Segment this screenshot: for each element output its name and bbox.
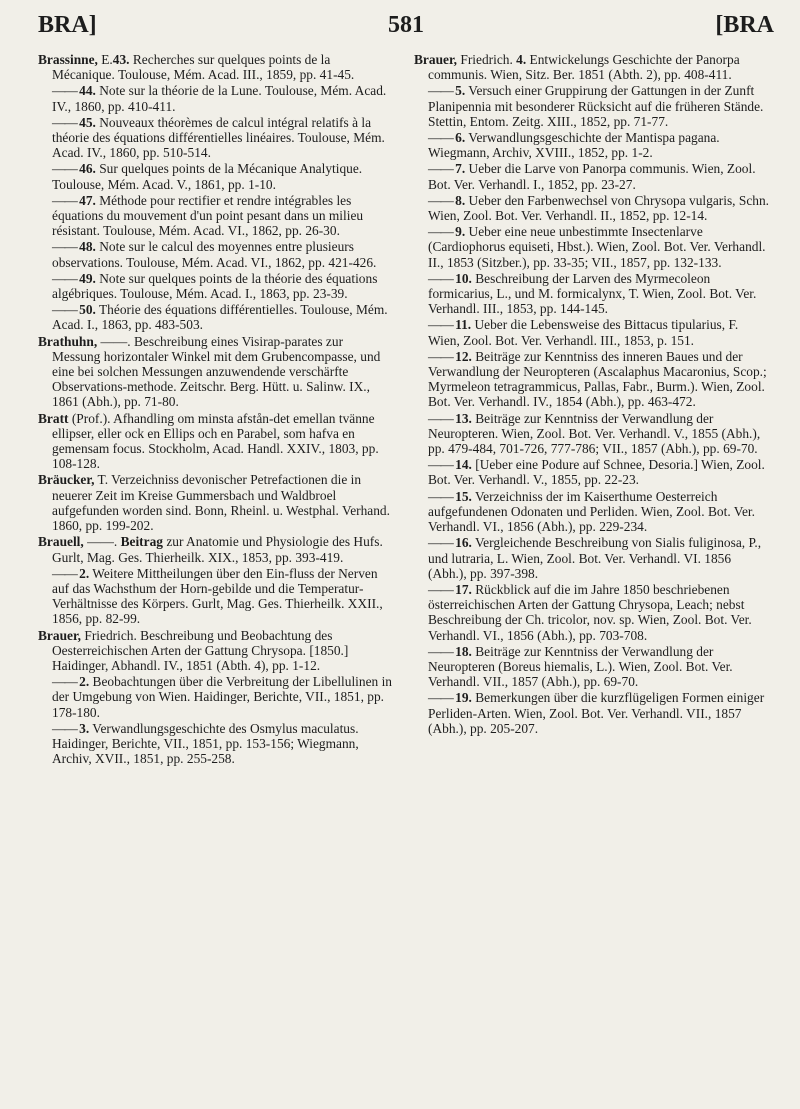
- bibliography-subentry: [38, 115, 393, 161]
- entry-number: 2.: [79, 674, 90, 690]
- ditto-dash: ——: [52, 83, 80, 99]
- entry-number: Beitrag: [117, 534, 163, 550]
- page-number: 581: [388, 12, 424, 38]
- entry-text: Verwandlungsgeschichte des Osmylus maculatus. Haidinger, Berichte, VII., 1851, pp. 153-156; Wiegmann, Archiv, XVII., 1851, pp. 255-258.: [52, 720, 359, 767]
- entry-number: 4.: [512, 52, 527, 67]
- entry-text: Entwickelungs Geschichte der Panorpa communis. Wien, Sitz. Ber. 1851 (Abth. 2), pp. 408-411.: [428, 52, 740, 83]
- right-column: [414, 52, 769, 737]
- entry-number: 17.: [455, 581, 472, 597]
- entry-number: 10.: [455, 270, 472, 286]
- entry-number: 43.: [112, 52, 130, 67]
- entry-number: 6.: [455, 130, 466, 146]
- entry-author: Brauer,: [38, 627, 82, 643]
- entry-text: Note sur quelques points de la théorie des équations algébriques. Toulouse, Mém. Acad. I., 1863, pp. 23-39.: [52, 270, 378, 302]
- entry-author-rest: ——. Beschreibung eines Visirap-parates zur Messung horizontaler Winkel mit dem Grubencompasse, und eine bei solchen Messungen anzuwendende verschärfte Observations-methode. Zeitschr. Berg. Hütt. u. Salinw. IX., 1861 (Abh.), pp. 71-80.: [52, 333, 381, 410]
- bibliography-subentry: [38, 239, 393, 269]
- bibliography-subentry: [38, 83, 393, 113]
- entry-number: 44.: [79, 83, 96, 99]
- entry-number: 18.: [455, 643, 472, 659]
- ditto-dash: ——: [52, 720, 80, 736]
- entry-text: Bemerkungen über die kurzflügeligen Formen einiger Perliden-Arten. Wien, Zool. Bot. Ver. Verhandl. VII., 1857 (Abh.), pp. 205-207.: [428, 690, 765, 736]
- bibliography-subentry: [38, 674, 393, 720]
- ditto-dash: ——: [52, 114, 80, 130]
- entry-text: Beiträge zur Kenntniss der Verwandlung der Neuropteren. Wien, Zool. Bot. Ver. Verhandl. V., 1855 (Abh.), pp. 479-484, 701-726, 777-786; VII., 1857 (Abh.), pp. 69-70.: [428, 410, 761, 457]
- bibliography-subentry: [414, 411, 769, 457]
- entry-text: Verzeichniss der im Kaiserthume Oesterreich aufgefundenen Odonaten und Perliden. Wien, Zool. Bot. Ver. Verhandl. VI., 1856 (Abh.), pp. 229-234.: [428, 488, 755, 535]
- entry-number: 48.: [79, 239, 96, 255]
- entry-number: 15.: [455, 488, 472, 504]
- entry-text: Note sur la théorie de la Lune. Toulouse, Mém. Acad. IV., 1860, pp. 410-411.: [52, 83, 387, 114]
- entry-text: Note sur le calcul des moyennes entre plusieurs observations. Toulouse, Mém. Acad. VI., 1862, pp. 421-426.: [52, 239, 377, 270]
- entry-author-rest: T. Verzeichniss devonischer Petrefactionen die in neuerer Zeit im Kreise Gummersbach und Waldbroel aufgefunden worden sind. Bonn, Rheinl. u. Westphal. Verhand. 1860, pp. 199-202.: [52, 472, 390, 534]
- ditto-dash: ——: [428, 317, 456, 333]
- ditto-dash: ——: [428, 130, 456, 146]
- entry-author-rest: E.: [97, 52, 113, 67]
- bibliography-entry: [38, 52, 393, 82]
- bibliography-entry: [38, 628, 393, 674]
- bibliography-subentry: [414, 271, 769, 317]
- entry-text: Ueber den Farbenwechsel von Chrysopa vulgaris, Schn. Wien, Zool. Bot. Ver. Verhandl. II., 1852, pp. 12-14.: [428, 192, 770, 224]
- entry-author: Brauer,: [414, 52, 458, 67]
- entry-author-rest: ——.: [83, 534, 118, 550]
- entry-text: Nouveaux théorèmes de calcul intégral relatifs à la théorie des équations différentielles linéaires. Toulouse, Mém. Acad. IV., 1860, pp. 510-514.: [52, 114, 385, 161]
- ditto-dash: ——: [52, 674, 80, 690]
- bibliography-subentry: [414, 535, 769, 581]
- entry-text: Rückblick auf die im Jahre 1850 beschriebenen österreichischen Arten der Gattung Chrysopa, Leach; nebst Beschreibung der Ch. tricolor, nov. sp. Wien, Zool. Bot. Ver. Verhandl. VI., 1856 (Abh.), pp. 703-708.: [428, 581, 752, 643]
- ditto-dash: ——: [428, 410, 456, 426]
- bibliography-subentry: [414, 130, 769, 160]
- ditto-dash: ——: [52, 239, 80, 255]
- ditto-dash: ——: [428, 457, 456, 473]
- entry-author: Bratt: [38, 410, 69, 426]
- left-column: [38, 52, 393, 767]
- ditto-dash: ——: [428, 690, 456, 706]
- ditto-dash: ——: [52, 302, 80, 318]
- bibliography-entry: [38, 534, 393, 564]
- bibliography-subentry: [414, 690, 769, 736]
- entry-number: 11.: [455, 317, 472, 333]
- entry-number: 46.: [79, 161, 96, 177]
- entry-text: Recherches sur quelques points de la Mécanique. Toulouse, Mém. Acad. III., 1859, pp. 41-45.: [52, 52, 355, 83]
- entry-number: 8.: [455, 192, 466, 208]
- bibliography-subentry: [414, 193, 769, 223]
- entry-number: 47.: [79, 192, 96, 208]
- header-left: BRA]: [38, 12, 97, 38]
- bibliography-entry: [38, 334, 393, 410]
- entry-number: 50.: [79, 302, 96, 318]
- bibliography-subentry: [38, 566, 393, 627]
- entry-number: 49.: [79, 270, 96, 286]
- entry-number: 14.: [455, 457, 472, 473]
- bibliography-subentry: [414, 83, 769, 129]
- bibliography-subentry: [38, 193, 393, 239]
- entry-number: 13.: [455, 410, 472, 426]
- bibliography-subentry: [414, 582, 769, 643]
- ditto-dash: ——: [52, 565, 80, 581]
- bibliography-subentry: [38, 302, 393, 332]
- ditto-dash: ——: [428, 488, 456, 504]
- ditto-dash: ——: [428, 348, 456, 364]
- bibliography-subentry: [414, 349, 769, 410]
- bibliography-subentry: [414, 161, 769, 191]
- entry-text: Verwandlungsgeschichte der Mantispa pagana. Wiegmann, Archiv, XVIII., 1852, pp. 1-2.: [428, 130, 720, 161]
- entry-author-rest: (Prof.). Afhandling om minsta afstån-det emellan tvänne ellipser, eller ock en Ellips och en Parabel, som hafva en gemensam focus. Stockholm, Acad. Handl. XXIV., 1803, pp. 108-128.: [52, 410, 379, 472]
- ditto-dash: ——: [428, 83, 456, 99]
- ditto-dash: ——: [428, 643, 456, 659]
- bibliography-subentry: [414, 644, 769, 690]
- entry-author: Brauell,: [38, 534, 84, 550]
- entry-author: Brassinne,: [38, 52, 98, 67]
- ditto-dash: ——: [428, 270, 456, 286]
- entry-text: [Ueber eine Podure auf Schnee, Desoria.] Wien, Zool. Bot. Ver. Verhandl. V., 1855, pp. 22-23.: [428, 457, 765, 488]
- ditto-dash: ——: [428, 161, 456, 177]
- entry-text: zur Anatomie und Physiologie des Hufs. Gurlt, Mag. Ges. Thierheilk. XIX., 1853, pp. 393-419.: [52, 534, 383, 565]
- entry-number: 3.: [79, 720, 90, 736]
- entry-number: 9.: [455, 224, 466, 240]
- entry-number: 45.: [79, 114, 96, 130]
- entry-text: Beiträge zur Kenntniss der Verwandlung der Neuropteren (Boreus hiemalis, L.). Wien, Zool. Bot. Ver. Verhandl. VII., 1857 (Abh.), pp. 69-70.: [428, 643, 733, 690]
- entry-author-rest: Friedrich. Beschreibung und Beobachtung des Oesterreichischen Arten der Gattung Chrysopa. [1850.] Haidinger, Abhandl. IV., 1851 (Abth. 4), pp. 1-12.: [52, 627, 349, 673]
- ditto-dash: ——: [52, 192, 80, 208]
- entry-text: Ueber die Larve von Panorpa communis. Wien, Zool. Bot. Ver. Verhandl. I., 1852, pp. 23-27.: [428, 161, 756, 192]
- bibliography-subentry: [414, 489, 769, 535]
- entry-text: Beiträge zur Kenntniss des inneren Baues und der Verwandlung der Neuropteren (Ascalaphus Macaronius, Scop.; Myrmeleon tetragrammicus, Pallas, Fabr., Burm.). Wien, Zool. Bot. Ver. Verhandl. IV., 1854 (Abh.), pp. 463-472.: [428, 348, 767, 410]
- ditto-dash: ——: [428, 224, 456, 240]
- bibliography-subentry: [414, 317, 769, 347]
- ditto-dash: ——: [428, 581, 456, 597]
- entry-number: 12.: [455, 348, 472, 364]
- header-right: [BRA: [715, 12, 774, 38]
- entry-text: Ueber die Lebensweise des Bittacus tipularius, F. Wien, Zool. Bot. Ver. Verhandl. III., 1853, p. 151.: [428, 317, 739, 348]
- bibliography-subentry: [38, 721, 393, 767]
- entry-text: Méthode pour rectifier et rendre intégrables les équations du mouvement d'un point pesant dans un milieu résistant. Toulouse, Mém. Acad. VI., 1862, pp. 26-30.: [52, 192, 364, 239]
- bibliography-entry: [38, 411, 393, 472]
- entry-number: 19.: [455, 690, 472, 706]
- entry-text: Ueber eine neue unbestimmte Insectenlarve (Cardiophorus equiseti, Hbst.). Wien, Zool. Bot. Ver. Verhandl. II., 1853 (Sitzber.), pp. 33-35; VII., 1857, pp. 132-133.: [428, 224, 766, 270]
- entry-author: Brathuhn,: [38, 333, 98, 349]
- entry-author: Bräucker,: [38, 472, 95, 488]
- entry-number: 16.: [455, 535, 472, 551]
- bibliography-entry: [414, 52, 769, 82]
- bibliography-subentry: [414, 457, 769, 487]
- entry-text: Sur quelques points de la Mécanique Analytique. Toulouse, Mém. Acad. V., 1861, pp. 1-10.: [52, 161, 363, 192]
- bibliography-entry: [38, 472, 393, 533]
- entry-text: Beschreibung der Larven des Myrmecoleon formicarius, L., und M. formicalynx, T. Wien, Zool. Bot. Ver. Verhandl. III., 1853, pp. 144-145.: [428, 270, 757, 317]
- entry-text: Beobachtungen über die Verbreitung der Libellulinen in der Umgebung von Wien. Haidinger, Berichte, VII., 1851, pp. 178-180.: [52, 674, 392, 720]
- entry-number: 7.: [455, 161, 466, 177]
- ditto-dash: ——: [428, 192, 456, 208]
- ditto-dash: ——: [428, 535, 456, 551]
- entry-text: Versuch einer Gruppirung der Gattungen in der Zunft Planipennia mit besonderer Rücksicht auf die früheren Stände. Stettin, Entom. Zeitg. XIII., 1852, pp. 71-77.: [428, 83, 764, 129]
- ditto-dash: ——: [52, 161, 80, 177]
- bibliography-subentry: [38, 161, 393, 191]
- entry-text: Weitere Mittheilungen über den Ein-fluss der Nerven auf das Wachsthum der Horn-gebilde und die Temperatur-Verhältnisse des Körpers. Gurlt, Mag. Ges. Thierheilk. XXII., 1856, pp. 82-99.: [52, 565, 383, 627]
- entry-text: Théorie des équations différentielles. Toulouse, Mém. Acad. I., 1863, pp. 483-503.: [52, 302, 388, 333]
- entry-number: 2.: [79, 565, 90, 581]
- bibliography-subentry: [38, 271, 393, 301]
- entry-number: 5.: [455, 83, 466, 99]
- entry-text: Vergleichende Beschreibung von Sialis fuliginosa, P., und lutraria, L. Wien, Zool. Bot. Ver. Verhandl. VI. 1856 (Abh.), pp. 397-398.: [428, 535, 762, 581]
- bibliography-subentry: [414, 224, 769, 270]
- page-header: [38, 8, 774, 44]
- entry-author-rest: Friedrich.: [457, 52, 513, 67]
- ditto-dash: ——: [52, 270, 80, 286]
